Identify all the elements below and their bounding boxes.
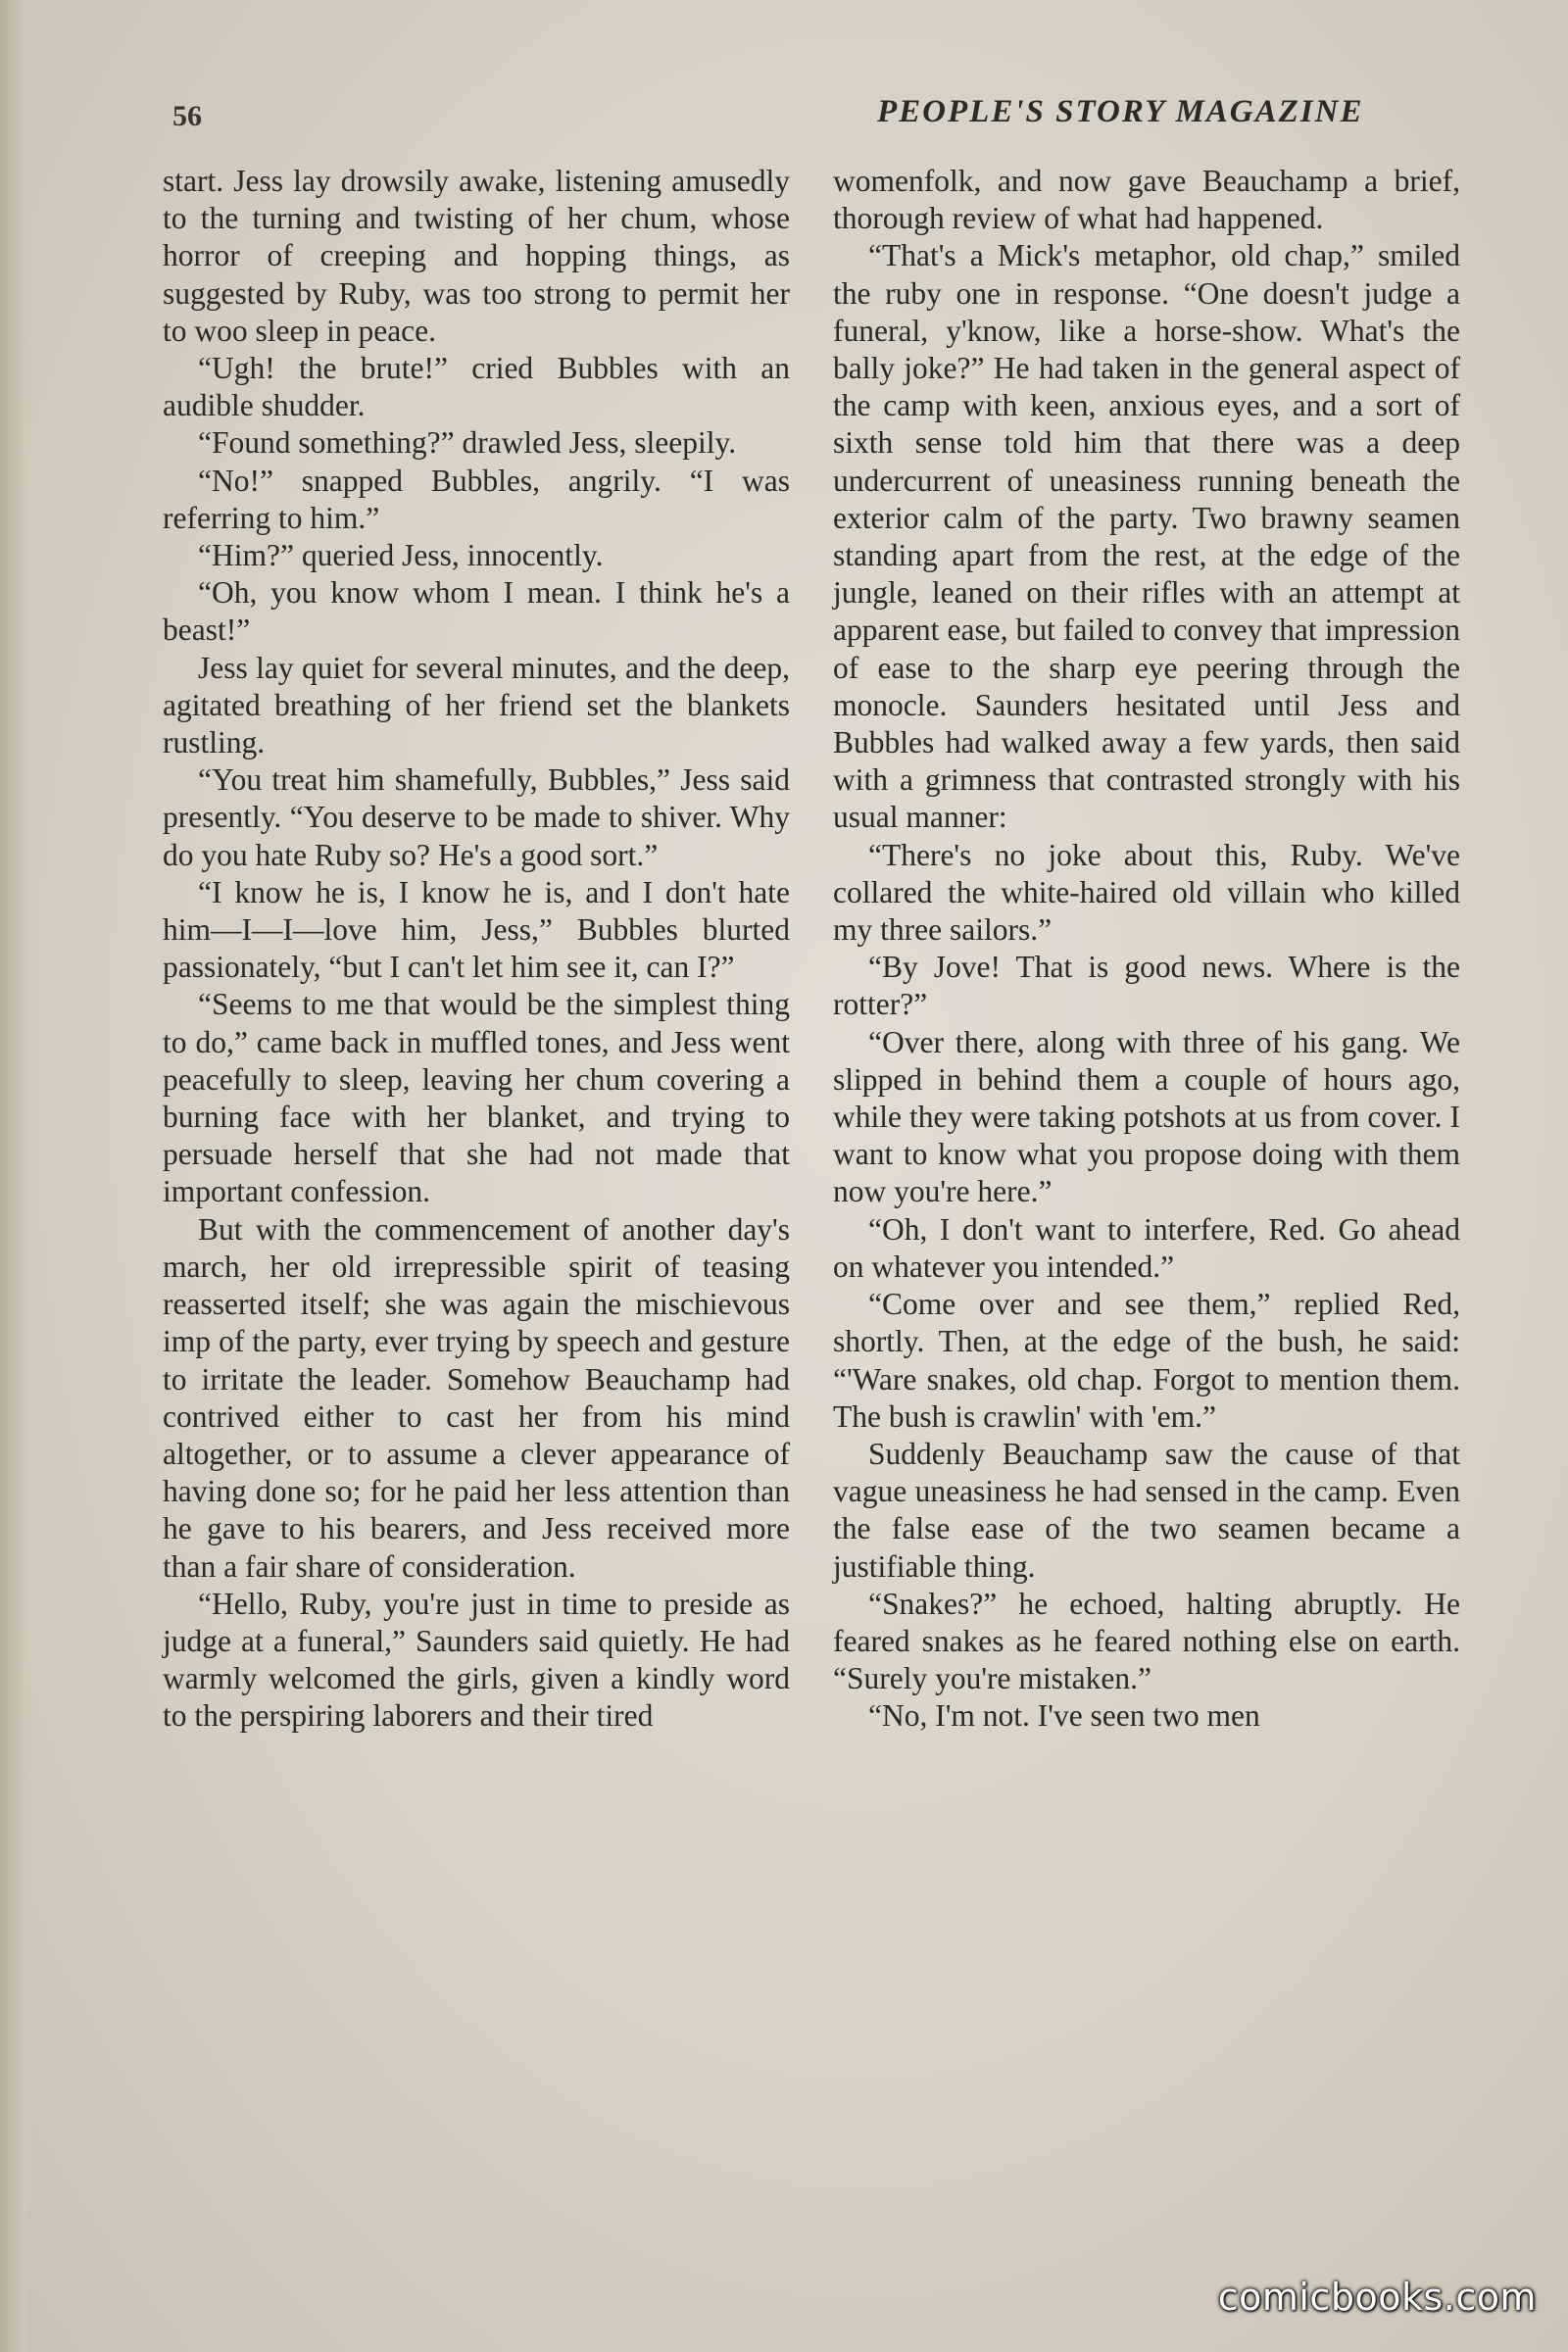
paragraph: “Oh, you know whom I mean. I think he's a beast!” — [163, 575, 790, 648]
paragraph: “I know he is, I know he is, and I don't hate him—I—I—love him, Jess,” Bubbles blurted passionately, “but I can't let him see it, can I?” — [163, 874, 790, 985]
paragraph: “There's no joke about this, Ruby. We've collared the white-haired old villain who killed my three sailors.” — [833, 837, 1460, 948]
paragraph: “Ugh! the brute!” cried Bubbles with an audible shudder. — [163, 351, 790, 423]
page-binding-edge — [0, 0, 33, 2352]
paragraph: “You treat him shamefully, Bubbles,” Jess said presently. “You deserve to be made to shiver. Why do you hate Ruby so? He's a good sort.” — [163, 762, 790, 872]
site-watermark: comicbooks.com — [1217, 2276, 1537, 2319]
paragraph: “Him?” queried Jess, innocently. — [198, 538, 604, 573]
paragraph: “Over there, along with three of his gang. We slipped in behind them a couple of hours ago, while they were taking potshots at us from cover. I want to know what you propose doing with them now you're here.” — [833, 1024, 1460, 1209]
paragraph: “Found something?” drawled Jess, sleepily. — [198, 425, 737, 461]
paragraph: Jess lay quiet for several minutes, and the deep, agitated breathing of her friend set the blankets rustling. — [163, 650, 790, 760]
paragraph: “No, I'm not. I've seen two men — [868, 1698, 1260, 1734]
paragraph: But with the commencement of another day's march, her old irrepressible spirit of teasing reasserted itself; she was again the mischievous imp of the party, ever trying by speech and gesture to irritate the leader. Somehow Beauchamp had contrived either to cast her from his mind altogether, or to assume a clever appearance of having done so; for he paid her less attention than he gave to his bearers, and Jess received more than a fair share of consideration. — [163, 1211, 790, 1584]
paragraph: “By Jove! That is good news. Where is the rotter?” — [833, 950, 1460, 1022]
paragraph: Suddenly Beauchamp saw the cause of that vague uneasiness he had sensed in the camp. Even the false ease of the two seamen became a justifiable thing. — [833, 1436, 1460, 1584]
paragraph: “Hello, Ruby, you're just in time to preside as judge at a funeral,” Saunders said quietly. He had warmly welcomed the girls, given a kindly word to the perspiring laborers and their tired — [163, 1586, 790, 1734]
text-column-left — [163, 163, 790, 1736]
paragraph: “Seems to me that would be the simplest thing to do,” came back in muffled tones, and Jess went peacefully to sleep, leaving her chum covering a burning face with her blanket, and trying to persuade herself that she had not made that important confession. — [163, 987, 790, 1209]
paragraph: womenfolk, and now gave Beauchamp a brief, thorough review of what had happened. — [833, 164, 1460, 236]
paragraph: “No!” snapped Bubbles, angrily. “I was referring to him.” — [163, 463, 790, 535]
paragraph: “Come over and see them,” replied Red, shortly. Then, at the edge of the bush, he said: “'Ware snakes, old chap. Forgot to mention them. The bush is crawlin' with 'em.” — [833, 1287, 1460, 1434]
running-head: PEOPLE'S STORY MAGAZINE — [877, 94, 1364, 129]
page-number: 56 — [172, 100, 202, 132]
paragraph: “Snakes?” he echoed, halting abruptly. He feared snakes as he feared nothing else on earth. “Surely you're mistaken.” — [833, 1586, 1460, 1696]
paragraph: “Oh, I don't want to interfere, Red. Go ahead on whatever you intended.” — [833, 1211, 1460, 1284]
text-column-right — [833, 163, 1460, 1736]
paragraph: “That's a Mick's metaphor, old chap,” smiled the ruby one in response. “One doesn't judge a funeral, y'know, like a horse-show. What's the bally joke?” He had taken in the general aspect of the camp with keen, anxious eyes, and a sort of sixth sense told him that there was a deep undercurrent of uneasiness running beneath the exterior calm of the party. Two brawny seamen standing apart from the rest, at the edge of the jungle, leaned on their rifles with an attempt at apparent ease, but failed to convey that impression of ease to the sharp eye peering through the monocle. Saunders hesitated until Jess and Bubbles had walked away a few yards, then said with a grimness that contrasted strongly with his usual manner: — [833, 238, 1460, 835]
paragraph: start. Jess lay drowsily awake, listening amusedly to the turning and twisting of her chum, whose horror of creeping and hopping things, as suggested by Ruby, was too strong to permit her to woo sleep in peace. — [163, 164, 790, 348]
